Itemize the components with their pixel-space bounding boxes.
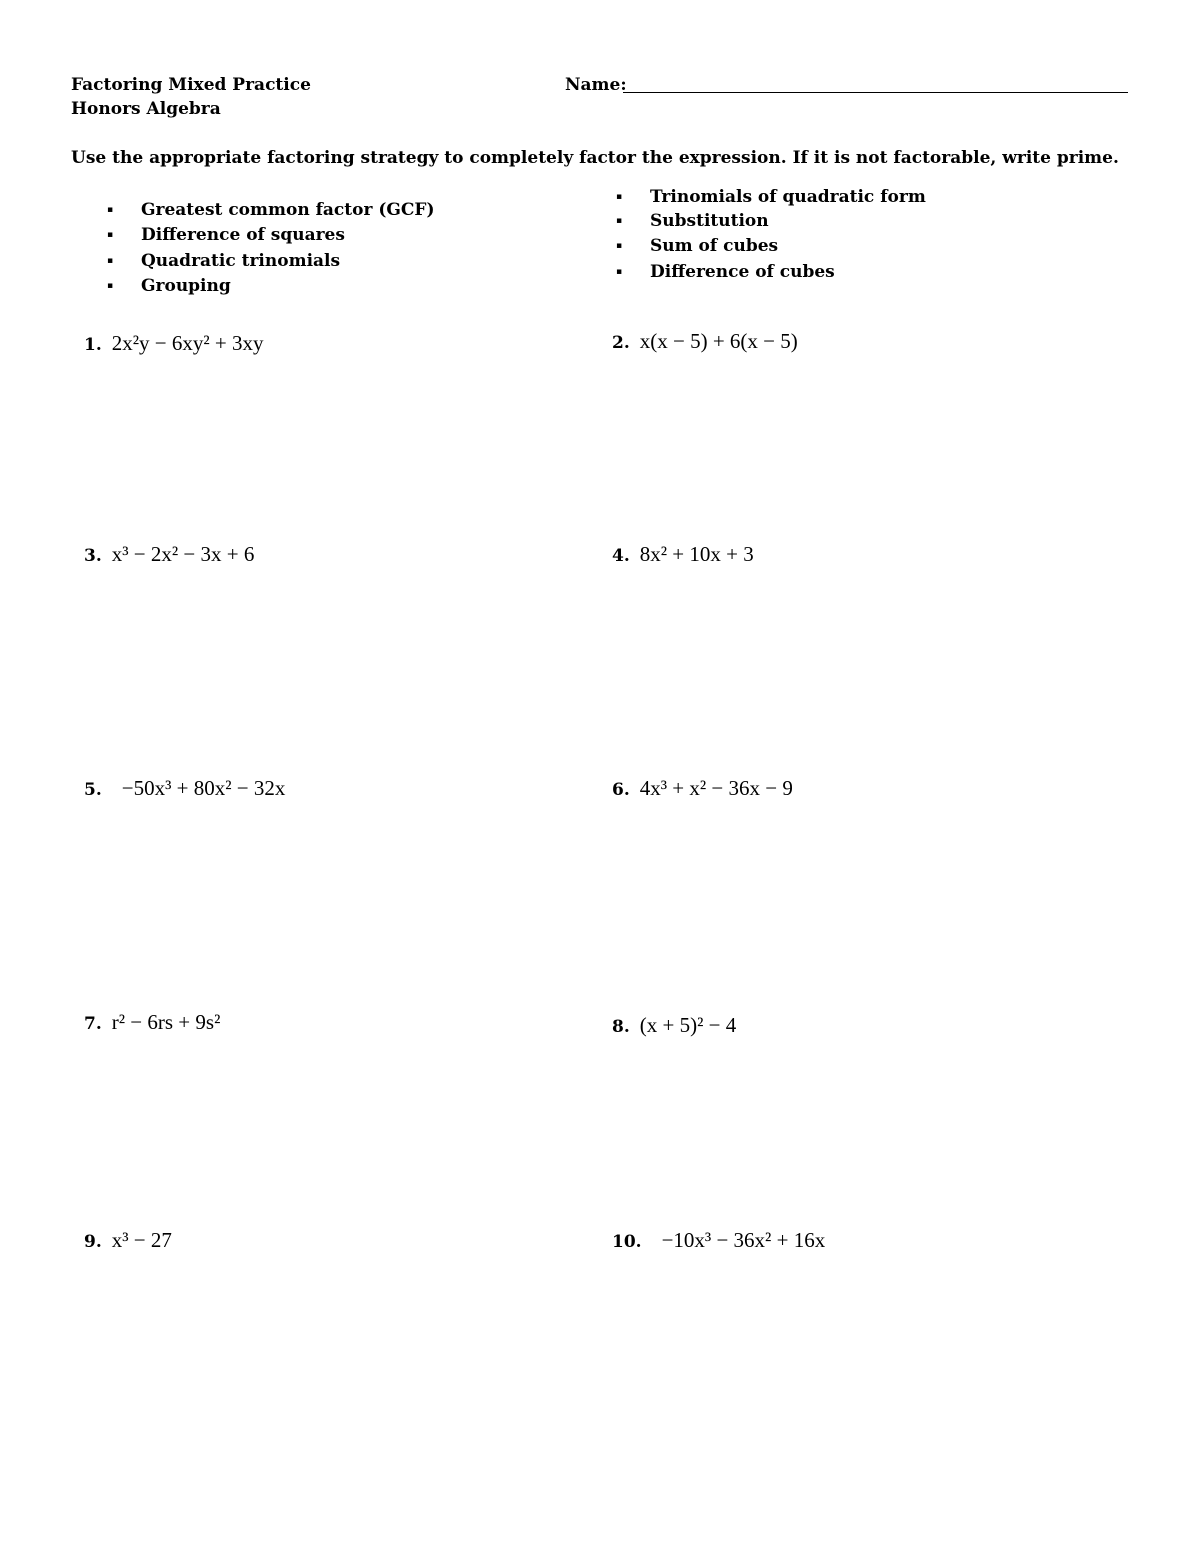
worksheet-title: Factoring Mixed Practice	[71, 75, 311, 95]
problem-number: 2.	[612, 333, 630, 353]
bullet-icon: ▪	[616, 216, 623, 226]
problem-item	[612, 540, 754, 570]
problem-expression: 4x³ + x² − 36x − 9	[639, 776, 793, 800]
bullet-icon: ▪	[107, 230, 114, 240]
strategy-item	[616, 260, 835, 286]
strategy-label: Difference of squares	[141, 225, 345, 245]
problem-number: 1.	[84, 335, 102, 355]
bullet-icon: ▪	[616, 241, 623, 251]
bullet-icon: ▪	[616, 267, 623, 277]
name-label: Name:	[565, 75, 627, 95]
strategy-item	[616, 185, 926, 211]
problem-expression: r² − 6rs + 9s²	[111, 1010, 221, 1034]
strategy-item	[107, 249, 341, 275]
strategy-label: Sum of cubes	[650, 236, 779, 256]
problem-item	[612, 1011, 736, 1041]
problem-expression: x³ − 27	[111, 1228, 172, 1252]
problem-number: 4.	[612, 546, 630, 566]
problem-item	[612, 327, 798, 357]
strategy-item	[616, 209, 769, 235]
bullet-icon: ▪	[107, 281, 114, 291]
problem-number: 7.	[84, 1014, 102, 1034]
problem-item	[612, 774, 793, 804]
problem-expression: x(x − 5) + 6(x − 5)	[639, 329, 798, 353]
problem-expression: x³ − 2x² − 3x + 6	[111, 542, 255, 566]
problem-number: 6.	[612, 780, 630, 800]
problem-number: 10.	[612, 1232, 642, 1252]
strategy-label: Difference of cubes	[650, 262, 835, 282]
strategy-item	[616, 234, 779, 260]
strategy-label: Greatest common factor (GCF)	[141, 200, 435, 220]
strategy-label: Grouping	[141, 276, 231, 296]
problem-item	[612, 1226, 825, 1256]
course-name: Honors Algebra	[71, 99, 221, 119]
strategy-label: Substitution	[650, 211, 769, 231]
problem-item	[84, 774, 285, 804]
bullet-icon: ▪	[107, 256, 114, 266]
problem-expression: 2x²y − 6xy² + 3xy	[111, 331, 264, 355]
bullet-icon: ▪	[616, 192, 623, 202]
strategy-label: Quadratic trinomials	[141, 251, 341, 271]
strategy-item	[107, 223, 345, 249]
problem-expression: −10x³ − 36x² + 16x	[661, 1228, 826, 1252]
problem-expression: 8x² + 10x + 3	[639, 542, 754, 566]
problem-expression: (x + 5)² − 4	[639, 1013, 737, 1037]
problem-item	[84, 540, 254, 570]
problem-expression: −50x³ + 80x² − 32x	[121, 776, 286, 800]
strategy-item	[107, 198, 435, 224]
name-blank-line[interactable]	[623, 92, 1128, 93]
problem-number: 9.	[84, 1232, 102, 1252]
strategy-item	[107, 274, 231, 300]
problem-item	[84, 1226, 172, 1256]
problem-number: 8.	[612, 1017, 630, 1037]
problem-number: 3.	[84, 546, 102, 566]
problem-item	[84, 329, 264, 359]
instructions: Use the appropriate factoring strategy to completely factor the expression. If it is not factorable, write prime.	[71, 148, 1119, 168]
problem-item	[84, 1008, 220, 1038]
bullet-icon: ▪	[107, 205, 114, 215]
strategy-label: Trinomials of quadratic form	[650, 187, 926, 207]
problem-number: 5.	[84, 780, 102, 800]
